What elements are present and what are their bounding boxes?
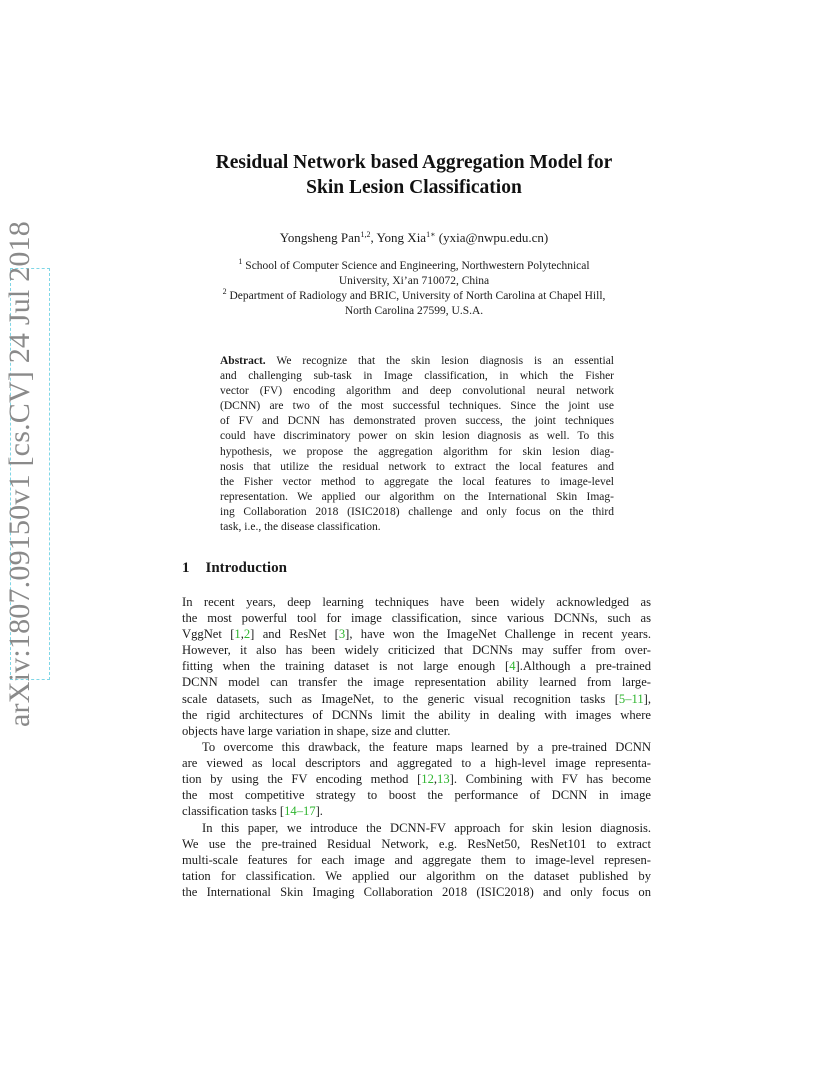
abstract-line: We recognize that the skin lesion diagnosis is an essential xyxy=(265,355,614,367)
abstract-line: of FV and DCNN has demonstrated proven success, the joint techniques xyxy=(220,415,614,428)
title-line-2: Skin Lesion Classification xyxy=(306,177,522,198)
abstract-line: nosis that utilize the residual network to extract the local features and xyxy=(220,460,614,473)
author-affil-marks-1: 1,2 xyxy=(360,230,371,239)
affiliation-mark-2: 2 xyxy=(222,287,227,296)
text-line: tion by using the FV encoding method [12,13]. Combining with FV has become xyxy=(182,772,651,787)
text-line: the most powerful tool for image classification, since various DCNNs, such as xyxy=(182,611,651,626)
affiliation-2 xyxy=(170,289,658,319)
author-list xyxy=(160,230,668,246)
author-affil-marks-2: 1∗ xyxy=(426,230,436,239)
abstract-line: (DCNN) are two of the most successful techniques. Since the joint use xyxy=(220,400,614,413)
affiliation-2-line-1: Department of Radiology and BRIC, University of North Carolina at Chapel Hill, xyxy=(226,290,606,302)
author-name-2: Yong Xia xyxy=(376,230,427,245)
citation-link[interactable]: 13 xyxy=(437,772,450,787)
abstract-line: hypothesis, we propose the aggregation algorithm for skin lesion diag- xyxy=(220,445,614,458)
abstract-line: task, i.e., the disease classification. xyxy=(220,521,381,534)
author-separator: , xyxy=(370,230,377,245)
citation-link[interactable]: 4 xyxy=(509,659,516,674)
citation-link[interactable]: 2 xyxy=(243,627,251,642)
paper-title xyxy=(160,150,668,200)
text-line: objects have large variation in shape, size and clutter. xyxy=(182,723,451,738)
citation-link[interactable]: 3 xyxy=(338,627,346,642)
text-line: In this paper, we introduce the DCNN-FV approach for skin lesion diagnosis. xyxy=(202,821,651,835)
text-line: the rigid architectures of DCNNs limit the ability in dealing with images where xyxy=(182,707,651,722)
abstract-line: could have discriminatory power on skin lesion diagnosis as well. To this xyxy=(220,430,614,443)
abstract-line: and challenging sub-task in Image classification, in which the Fisher xyxy=(220,370,614,383)
affiliation-1-line-2: University, Xi’an 710072, China xyxy=(338,275,490,287)
author-name-1: Yongsheng Pan xyxy=(279,230,361,245)
citation-link[interactable]: 1 xyxy=(234,627,241,642)
paragraph-3 xyxy=(182,820,651,900)
text-line: In recent years, deep learning techniques have been widely acknowledged as xyxy=(182,595,651,609)
abstract-line: the Fisher vector method to aggregate the local features to image-level xyxy=(220,475,614,488)
text-line: VggNet [1,2] and ResNet [3], have won the ImageNet Challenge in recent years. xyxy=(182,627,652,642)
affiliation-1-line-1: School of Computer Science and Engineering, Northwestern Polytechnical xyxy=(242,260,590,272)
text-line: DCNN model can transfer the image representation ability learned from large- xyxy=(182,675,651,690)
section-title: Introduction xyxy=(205,560,287,576)
text-line: To overcome this drawback, the feature maps learned by a pre-trained DCNN xyxy=(202,740,651,754)
affiliation-mark-1: 1 xyxy=(238,257,243,266)
text-line: fitting when the training dataset is not large enough [4].Although a pre-trained xyxy=(182,659,652,674)
citation-link[interactable]: 12 xyxy=(421,772,434,787)
citation-link[interactable]: 14–17 xyxy=(284,804,316,819)
text-line: However, it also has been widely criticized that DCNNs may suffer from over- xyxy=(182,643,651,658)
abstract-line: representation. We applied our algorithm on the International Skin Imag- xyxy=(220,490,614,503)
section-heading-introduction xyxy=(182,560,287,577)
text-line: scale datasets, such as ImageNet, to the generic visual recognition tasks [5–11], xyxy=(182,691,651,706)
affiliation-1 xyxy=(170,259,658,289)
abstract xyxy=(220,354,614,535)
author-email[interactable]: (yxia@nwpu.edu.cn) xyxy=(435,230,549,245)
title-line-1: Residual Network based Aggregation Model for xyxy=(215,152,613,173)
text-line: the most competitive strategy to boost the performance of DCNN in image xyxy=(182,788,651,803)
text-line: tation for classification. We applied our algorithm on the dataset published by xyxy=(182,869,651,884)
abstract-line: ing Collaboration 2018 (ISIC2018) challenge and only focus on the third xyxy=(220,505,614,518)
text-line: We use the pre-trained Residual Network, e.g. ResNet50, ResNet101 to extract xyxy=(182,837,651,852)
arxiv-identifier[interactable]: arXiv:1807.09150v1 [cs.CV] 24 Jul 2018 xyxy=(3,221,36,727)
text-line: multi-scale features for each image and aggregate them to image-level represen- xyxy=(182,853,651,868)
text-line: the International Skin Imaging Collaboration 2018 (ISIC2018) and only focus on xyxy=(182,885,651,900)
paragraph-1 xyxy=(182,594,651,739)
abstract-label: Abstract. xyxy=(220,355,266,367)
paragraph-2 xyxy=(182,739,651,819)
text-line: are viewed as local descriptors and aggregated to a high-level image representa- xyxy=(182,756,651,771)
section-number: 1 xyxy=(182,560,190,576)
citation-link[interactable]: 5–11 xyxy=(618,691,644,706)
abstract-line: vector (FV) encoding algorithm and deep convolutional neural network xyxy=(220,385,614,398)
text-line: classification tasks [14–17]. xyxy=(182,804,323,819)
affiliation-2-line-2: North Carolina 27599, U.S.A. xyxy=(344,305,484,317)
